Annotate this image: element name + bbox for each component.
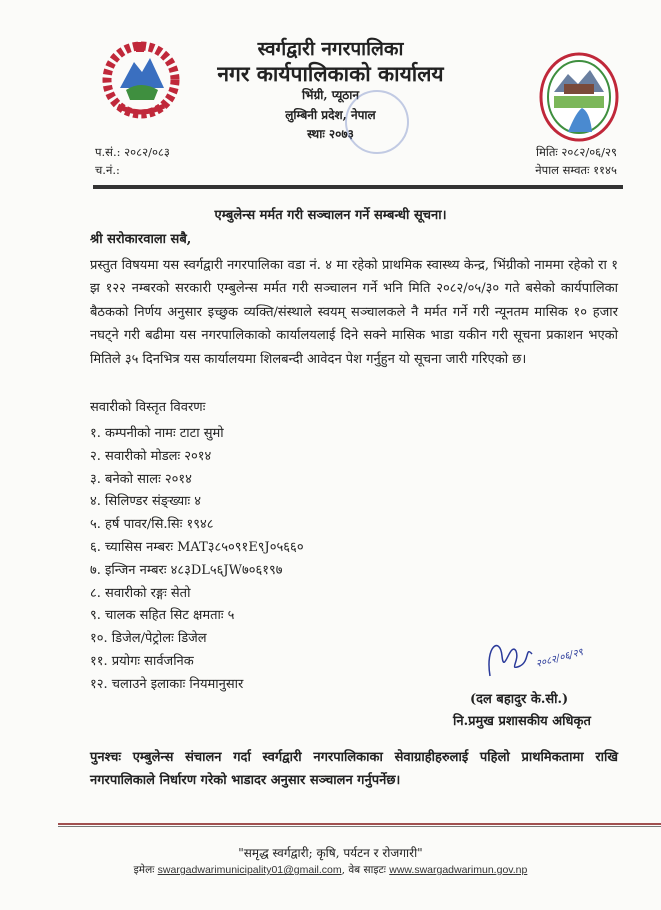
email-label: इमेलः	[133, 864, 155, 876]
municipality-name: स्वर्गद्वारी नगरपालिका	[257, 38, 404, 60]
list-item: १०. डिजेल/पेट्रोलः डिजेल	[90, 631, 207, 647]
list-item: ११. प्रयोगः सार्वजनिक	[90, 653, 194, 669]
dispatch-number: च.नं.:	[95, 163, 120, 177]
list-item: ९. चालक सहित सिट क्षमताः ५	[90, 608, 235, 624]
list-item: ८. सवारीको रङ्गः सेतो	[90, 585, 191, 601]
notice-body: प्रस्तुत विषयमा यस स्वर्गद्वारी नगरपालिका वडा नं. ४ मा रहेको प्राथमिक स्वास्थ्य केन्द्र, भिंग्रीको नाममा रहेको रा १ झ १२२ नम्बरको सरकारी एम्बुलेन्स मर्मत गरी सञ्चालन गर्ने भनि मिति २०८२/०५/३० गते बसेको कार्यपालिका बैठकको निर्णय अनुसार इच्छुक व्यक्ति/संस्थाले स्वयम् सञ्चालकले नै मर्मत गर्ने गरी न्यूनतम मासिक १० हजार नघट्ने गरी बढीमा यस नगरपालिकाको कार्यालयलाई दिने सक्ने मासिक भाडा यकीन गरी सूचना प्रकाशन भएको मितिले ३५ दिनभित्र यस कार्यालयमा शिलबन्दी आवेदन पेश गर्नुहुन यो सूचना जारी गरिएको छ।	[90, 258, 618, 367]
list-item: १. कम्पनीको नामः टाटा सुमो	[90, 426, 224, 441]
address-town: भिंग्री, प्यूठान	[301, 88, 360, 102]
details-heading: सवारीको विस्तृत विवरणः	[90, 400, 206, 415]
footer-divider-line	[58, 826, 661, 827]
official-stamp	[345, 90, 409, 154]
office-name: नगर कार्यपालिकाको कार्यालय	[217, 61, 444, 86]
slogan: "समृद्ध स्वर्गद्वारी; कृषि, पर्यटन र रोजगारी"	[238, 846, 423, 860]
date: मितिः २०८२/०६/२९	[536, 145, 617, 159]
signatory-title: नि.प्रमुख प्रशासकीय अधिकृत	[453, 714, 591, 729]
website-link[interactable]: www.swargadwarimun.gov.np	[389, 864, 528, 876]
established-year: स्थाः २०७३	[307, 127, 354, 141]
footer-divider	[58, 823, 661, 825]
email-link[interactable]: swargadwarimunicipality01@gmail.com	[157, 864, 342, 876]
list-item: ६. च्यासिस नम्बरः MAT३८५०९१E९J०५६६०	[90, 539, 304, 555]
list-item: ४. सिलिण्डर संङ्ख्याः ४	[90, 494, 202, 510]
list-item: ५. हर्ष पावर/सि.सिः १९४८	[90, 517, 214, 533]
list-item: ३. बनेको सालः २०१४	[90, 471, 192, 487]
signatory-name: (दल बहादुर के.सी.)	[470, 692, 569, 707]
list-item: ७. इन्जिन नम्बरः ४८३DL५६JW७०६१९७	[90, 562, 283, 578]
reference-number: प.सं.: २०८२/०८३	[95, 145, 170, 159]
postscript: पुनश्चः एम्बुलेन्स संचालन गर्दा स्वर्गद्वारी नगरपालिकाका सेवाग्राहीहरुलाई पहिलो प्राथमिकतामा राखि नगरपालिकाले निर्धारण गरेको भाडादर अनुसार सञ्चालन गर्नुपर्नेछ।	[90, 750, 618, 789]
list-item: १२. चलाउने इलाकाः नियमानुसार	[90, 676, 244, 692]
list-item: २. सवारीको मोडलः २०१४	[90, 448, 212, 464]
contact-line	[0, 863, 661, 877]
address-province: लुम्बिनी प्रदेश, नेपाल	[285, 108, 376, 122]
nepal-sambat: नेपाल सम्वतः ११४५	[535, 163, 617, 177]
notice-title: एम्बुलेन्स मर्मत गरी सञ्चालन गर्ने सम्बन्धी सूचना।	[214, 208, 447, 223]
website-label: , वेब साइटः	[341, 864, 386, 876]
vehicle-details-list	[90, 423, 304, 697]
signature-date: २०८२/०६/२९	[534, 646, 585, 671]
header-divider	[93, 185, 623, 189]
salutation: श्री सरोकारवाला सबै,	[90, 232, 192, 247]
